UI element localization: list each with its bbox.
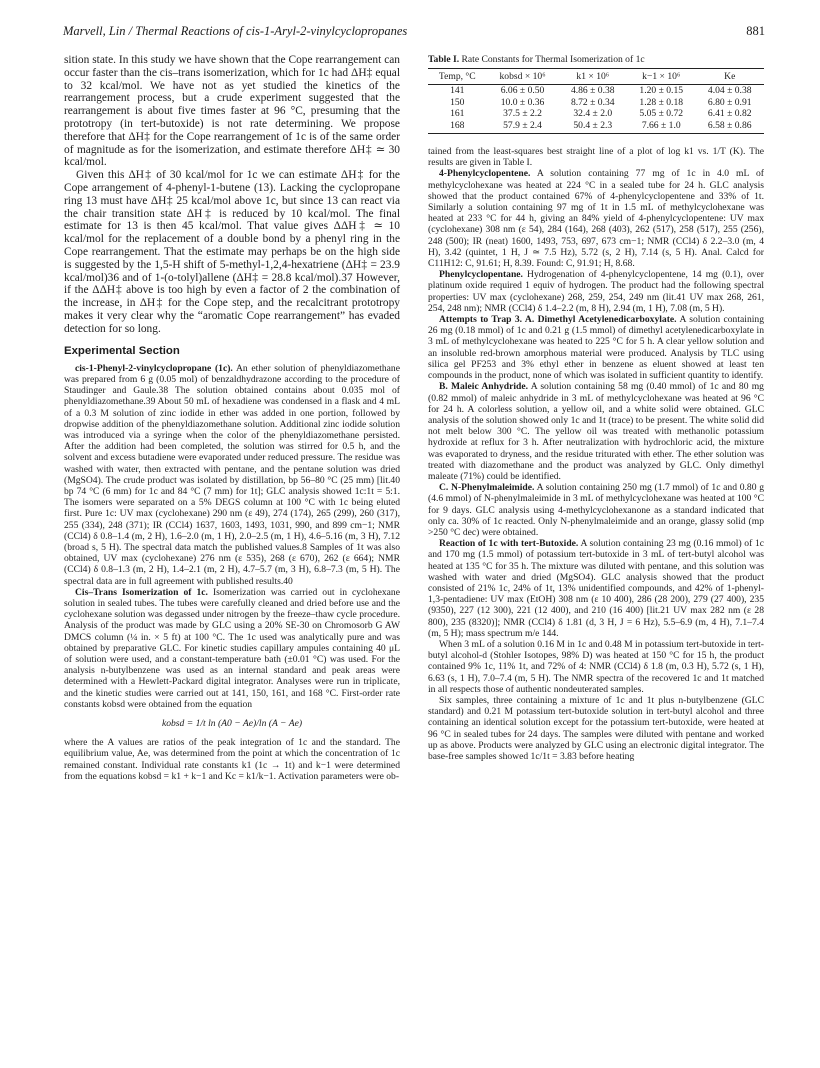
table-row [428, 108, 764, 119]
table-row [428, 120, 764, 134]
table-header-cell: k−1 × 10⁶ [627, 69, 695, 85]
paragraph-text: A solution containing 250 mg (1.7 mmol) of 1c and 0.80 g (4.6 mmol) of N-phenylmaleimide in 3 mL of methylcyclohexane was heated at 100 °C for 9 days. GLC analysis using 4-methylcyclohexanone as a standard indicated that only ca. 30% of 1c reacted. Only N-phenylmaleimide and an orange, glassy solid (mp >250 °C dec) were obtained. [428, 482, 764, 538]
left-column [64, 54, 400, 782]
paragraph-six-samples [428, 695, 764, 762]
runin-heading: Reaction of 1c with tert-Butoxide. [439, 538, 579, 550]
table-cell: 37.5 ± 2.2 [503, 108, 542, 120]
runin-heading: cis-1-Phenyl-2-vinylcyclopropane (1c). [75, 362, 233, 374]
table-cell: 1.20 ± 0.15 [639, 85, 684, 97]
paragraph-tert-butoxide [428, 538, 764, 639]
paragraph-phenylcyclopentane [428, 269, 764, 314]
paragraph-continuation: tained from the least-squares best straight line of a plot of log k1 vs. 1/T (K). The results are given in Table I. [428, 146, 764, 169]
section-heading: Experimental Section [64, 344, 180, 357]
table-cell: 4.04 ± 0.38 [707, 85, 752, 97]
table-header-cell: Ke [695, 69, 764, 85]
table-cell: 6.41 ± 0.82 [707, 108, 752, 120]
paragraph-trap-c [428, 482, 764, 538]
table-cell: 6.06 ± 0.50 [500, 85, 545, 97]
table-caption-text: Rate Constants for Thermal Isomerization of 1c [459, 54, 645, 65]
paragraph-synthesis [64, 363, 400, 587]
runin-heading: Attempts to Trap 3. A. Dimethyl Acetylenedicarboxylate. [439, 314, 677, 326]
runin-heading: B. Maleic Anhydride. [439, 381, 529, 393]
table-cell: 10.0 ± 0.36 [500, 96, 545, 108]
table-caption [428, 54, 764, 65]
table-row [428, 85, 764, 97]
paragraph-phenylcyclopentene [428, 168, 764, 269]
table-cell: 1.28 ± 0.18 [639, 96, 684, 108]
table-row [428, 97, 764, 108]
table-cell: 4.86 ± 0.38 [570, 85, 615, 97]
table-cell: 50.4 ± 2.3 [559, 120, 627, 134]
intro-paragraph-2: Given this ΔH‡ of 30 kcal/mol for 1c we can estimate ΔH‡ for the Cope arrangement of 4-phenyl-1-butene (13). Lacking the cyclopropane ring 13 must have ΔH‡ 25 kcal/mol above 1c, but since 13 can react via the chair transition state ΔH‡ is reduced by 10 kcal/mol. The final estimate for 13 is then 45 kcal/mol. That value gives ΔΔH‡ ≃ 10 kcal/mol for the replacement of a double bond by a phenyl ring in the Cope rearrangement. That the estimate may perhaps be on the high side is suggested by the 1,5-H shift of 5-methyl-1,2,4-hexatriene (ΔH‡ = 23.9 kcal/mol)36 and of 1-(o-tolyl)allene (ΔH‡ = 28.8 kcal/mol).37 However, if the ΔΔH‡ above is too high by even a factor of 2 the combination of the increase, in ΔH‡ for the Cope step, and the recalcitrant prototropy makes it very clear why the “aromatic Cope rearrangement” has evaded detection for so long. [64, 169, 400, 335]
page-header [63, 24, 765, 44]
table-cell: 6.58 ± 0.86 [695, 120, 764, 134]
paragraph-text: Six samples, three containing a mixture of 1c and 1t plus n-butylbenzene (GLC standard) and 0.21 M potassium tert-butoxide solution in tert-butyl alcohol and three containing an identical solution except for the potassium tert-butoxide, were heated at 96 °C in sealed tubes for 24 days. The samples were diluted with pentane and worked up as above. Products were analyzed by GLC using an electronic digital integrator. The base-free samples showed 1c/1t = 3.83 before heating [428, 694, 764, 762]
running-title: Marvell, Lin / Thermal Reactions of cis-1-Aryl-2-vinylcyclopropanes [63, 24, 408, 38]
rate-constants-table [428, 68, 764, 134]
table-cell: 168 [428, 120, 487, 134]
paragraph-text: A solution containing 26 mg (0.18 mmol) of 1c and 0.21 g (1.5 mmol) of dimethyl acetylenedicarboxylate in 3 mL of methylcyclohexane was heated to 225 °C for 5 h. A clear yellow solution and an insoluble red-brown amorphous material were produced. Analysis by TLC using silica gel PF253 and 3% ethyl ether in benzene as eluent showed at least ten compounds in the product, none of which was isolated in sufficient quantity to identify. [428, 314, 764, 382]
table-header-row [428, 69, 764, 85]
table-cell: 5.05 ± 0.72 [639, 108, 684, 120]
table-cell: 7.66 ± 1.0 [627, 120, 695, 134]
paragraph-trap-a [428, 314, 764, 381]
paragraph-isomerization [64, 587, 400, 710]
table-cell: 32.4 ± 2.0 [573, 108, 613, 120]
table-cell: 8.72 ± 0.34 [570, 96, 615, 108]
page-number: 881 [746, 24, 765, 38]
runin-heading: Cis–Trans Isomerization of 1c. [75, 586, 208, 598]
right-column [428, 54, 764, 762]
table-header-cell: Temp, °C [428, 69, 487, 85]
paragraph-text: A solution containing 23 mg (0.16 mmol) of 1c and 170 mg (1.5 mmol) of potassium tert-butoxide in 3 mL of tert-butyl alcohol was heated at 135 °C for 35 h. The mixture was diluted with pentane, and this solution was washed with water and dried (MgSO4). GLC analysis showed that the product consisted of 21% 1c, 24% of 1t, 13% unidentified compounds, and 42% of 1-phenyl-1,3-pentadiene: UV max (EtOH) 308 nm (ε 10 400), 286 (28 200), 279 (27 400), 235 (9350), 227 (12 300), 221 (12 400), and 210 (16 400) [lit.21 UV max 282 nm (ε 28 800), 235 (8320)]; NMR (CCl4) δ 1.81 (d, 3 H, J = 6 Hz), 5.5–6.9 (m, 4 H), 7.1–7.4 (m, 5 H); mass spectrum m/e 144. [428, 538, 764, 639]
paragraph-text: A solution containing 58 mg (0.40 mmol) of 1c and 80 mg (0.82 mmol) of maleic anhydride in 3 mL of methylcyclohexane was heated at 96 °C for 24 h. A colorless solution, a yellow oil, and a white solid were obtained. GLC analysis of the solution showed only 1c and 1t (trace) to be present. The white solid did not melt below 300 °C. The yellow oil was treated with methanolic potassium hydroxide at reflux for 3 h. After neutralization with hydrochloric acid, the mixture was evaporated to dryness, and the residue triturated with ether. The ether solution was treated with diazomethane and the product was analyzed by GLC. Only dimethyl maleate (71%) could be identified. [428, 381, 764, 482]
paragraph-text: An ether solution of phenyldiazomethane was prepared from 6 g (0.05 mol) of benzaldhydrazone according to the procedure of Staudinger and Gaule.38 The solution obtained contains about 0.035 mol of phenyldiazomethane.39 About 50 mL of hexadiene was condensed in a flask and 4 mL of a 0.3 M solution of zinc iodide in ether was added in one portion, followed by dropwise addition of the phenyldiazomethane solution. Additional zinc iodide solution was introduced via a syringe when the color of the phenyldiazomethane persisted. After the addition had been completed, the solution was stirred for 0.5 h, and the solvent and excess butadiene were evaporated under reduced pressure. The residue was washed with water, then extracted with pentane, and the pentane solution was dried (MgSO4). The crude product was isolated by distillation, bp 56–80 °C (25 mm) [lit.40 bp 74 °C (6 mm) for 1c and 84 °C (7 mm) for 1t]; GLC analysis showed 1c:1t = 5:1. The isomers were separated on a 5% DEGS column at 100 °C with 1c being eluted first. Pure 1c: UV max (cyclohexane) 290 nm (ε 49), 274 (174), 265 (299), 260 (317), 255 (334), 248 (371); IR (CCl4) 1637, 1603, 1493, 1031, 990, and 899 cm−1; NMR (CCl4) δ 0.8–1.4 (m, 2 H), 1.6–2.0 (m, 1 H), 2.0–2.5 (m, 1 H), 4.6–5.16 (m, 3 H), 7.12 (broad s, 5 H). The spectral data match the published values.8 Samples of 1t was also obtained, UV max (cyclohexane) 276 nm (ε 535), 268 (ε 670), 262 (ε 664); NMR (CCl4) δ 0.8–1.3 (m, 2 H), 1.4–2.1 (m, 2 H), 4.7–5.7 (m, 3 H), 6.8–7.3 (m, 5 H). The spectral data are in full agreement with published results.40 [64, 362, 400, 587]
paragraph-text: When 3 mL of a solution 0.16 M in 1c and 0.48 M in potassium tert-butoxide in tert-butyl alcohol-d (Stohler Isotopes, 98% D) was heated at 150 °C for 15 h, the product contained 9% 1c, 11% 1t, and 72% of 4: NMR (CCl4) δ 1.8 (m, 0.3 H), 5.72 (s, 1 H), 6.63 (s, 1 H), 7.0–7.4 (m, 5 H). The NMR spectra of the recovered 1c and 1t matched in all respects those of authentic nondeuterated samples. [428, 638, 764, 695]
rate-equation: kobsd = 1/t ln (A0 − Ae)/ln (A − Ae) [161, 718, 303, 730]
table-cell: 150 [450, 96, 465, 108]
table-cell: 141 [450, 85, 465, 97]
runin-heading: Phenylcyclopentane. [439, 269, 523, 281]
paragraph-after-equation: where the A values are ratios of the peak integration of 1c and the standard. The equilibrium value, Ae, was determined from the point at which the concentration of 1c remained constant. Individual rate constants k1 (1c → 1t) and k−1 were determined from the equations kobsd = k1 + k−1 and Kc = k1/k−1. Activation parameters were ob- [64, 737, 400, 782]
table-spacer [428, 134, 764, 146]
paragraph-text: Hydrogenation of 4-phenylcyclopentene, 14 mg (0.1), over platinum oxide required 1 equiv of hydrogen. The product had the following spectral properties: UV max (cyclohexane) 268, 259, 254, 249 nm (lit.41 UV max 268, 261, 254, 248 nm); NMR (CCl4) δ 1.4–2.2 (m, 8 H), 2.94 (m, 1 H), 7.08 (m, 5 H). [428, 269, 764, 314]
table-cell: 161 [450, 108, 465, 120]
intro-paragraph-1: sition state. In this study we have shown that the Cope rearrangement can occur faster than the cis–trans isomerization, which for 1c had ΔH‡ equal to 32 kcal/mol. We have not as yet studied the kinetics of the rearrangement process, but a crude experiment suggested that the rearrangement is about five times faster at 96 °C, presuming that the prototropy (in tert-butoxide) is not rate determining. We propose therefore that ΔH‡ for the Cope rearrangement of 1c is of the same order of magnitude as for the isomerization, and estimate therefore ΔH‡ ≃ 30 kcal/mol. [64, 54, 400, 169]
paragraph-deuterium [428, 639, 764, 695]
runin-heading: 4-Phenylcyclopentene. [439, 168, 531, 180]
table-header-cell: k1 × 10⁶ [559, 69, 627, 85]
paragraph-text: A solution containing 77 mg of 1c in 4.0 mL of methylcyclohexane was heated at 224 °C in a sealed tube for 24 h. GLC analysis showed that the product contained 67% of 4-phenylcyclopentene and 33% of 1t. Similarly a solution containing 97 mg of 1t in 1.5 mL of methylcyclohexane was heated at 233 °C for 44 h, giving an 84% yield of 4-phenylcyclopentene: UV max (cyclohexane) 308 nm (ε 54), 284 (164), 268 (403), 262 (517), 258 (517), 255 (256), 248 (500); IR (neat) 1600, 1493, 753, 697, 673 cm−1; NMR (CCl4) δ 2.2–3.0 (m, 4 H), 3.42 (quintet, 1 H, J ≃ 7.5 Hz), 5.72 (s, 2 H), 7.14 (s, 5 H). Anal. Calcd for C11H12: C, 91.61; H, 8.39. Found: C, 91.91; H, 8.68. [428, 168, 764, 270]
runin-heading: C. N-Phenylmaleimide. [439, 482, 535, 494]
table-cell: 6.80 ± 0.91 [707, 96, 752, 108]
paragraph-text: Isomerization was carried out in cyclohexane solution in sealed tubes. The tubes were carefully cleaned and dried before use and the cyclohexane solution was degassed under nitrogen by the freeze–thaw cycle procedure. Analysis of the product was made by GLC using a 20% SE-30 on Chromosorb G AW DMCS column (¼ in. × 5 ft) at 100 °C. The 1c used was analytically pure and was obtained by preparative GLC. For kinetic studies capillary ampules containing 40 μL of solution were used, and a constant-temperature bath (±0.01 °C) was used. For the analysis n-butylbenzene was used as an internal standard and peak areas were determined with a Hewlett-Packard digital integrator. Analyses were run in triplicate, and the kinetic studies were carried out at 141, 150, 161, and 168 °C. First-order rate constants kobsd were obtained from the equation [64, 586, 400, 710]
table-cell: 57.9 ± 2.4 [487, 120, 559, 134]
table-caption-label: Table I. [428, 54, 460, 65]
paragraph-trap-b [428, 381, 764, 482]
table-header-cell: kobsd × 10⁶ [487, 69, 559, 85]
